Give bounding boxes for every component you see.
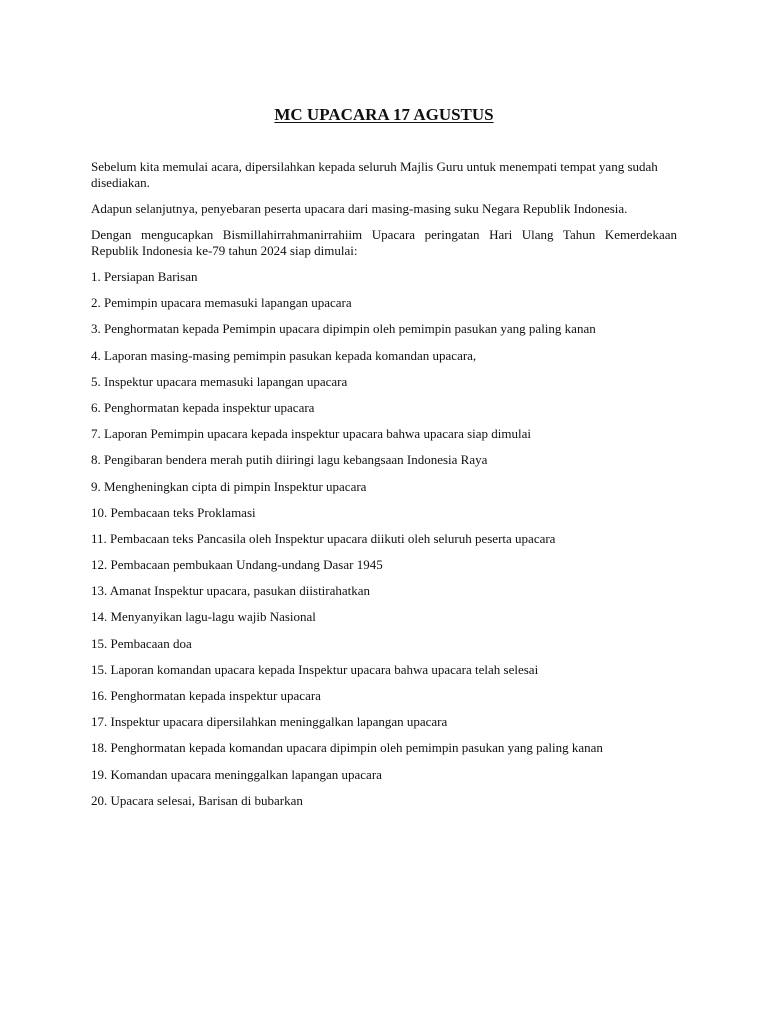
list-item: 12. Pembacaan pembukaan Undang-undang Dasar 1945 (91, 557, 383, 573)
list-item: 7. Laporan Pemimpin upacara kepada inspektur upacara bahwa upacara siap dimulai (91, 426, 532, 442)
list-item: 17. Inspektur upacara dipersilahkan meninggalkan lapangan upacara (91, 714, 448, 730)
list-item: 1. Persiapan Barisan (91, 269, 198, 284)
list-item: 13. Amanat Inspektur upacara, pasukan diistirahatkan (91, 583, 371, 599)
list-item: 3. Penghormatan kepada Pemimpin upacara dipimpin oleh pemimpin pasukan yang paling kanan (91, 321, 596, 337)
intro-paragraph-2: Adapun selanjutnya, penyebaran peserta upacara dari masing-masing suku Negara Republik Indonesia. (91, 201, 628, 216)
intro-section (91, 159, 677, 259)
list-item: 19. Komandan upacara meninggalkan lapangan upacara (91, 766, 382, 782)
list-item: 6. Penghormatan kepada inspektur upacara (91, 399, 315, 415)
list-item: 20. Upacara selesai, Barisan di bubarkan (91, 792, 303, 808)
list-item: 15. Laporan komandan upacara kepada Inspektur upacara bahwa upacara telah selesai (91, 661, 539, 677)
list-item: 15. Pembacaan doa (91, 635, 192, 651)
intro-paragraph-1: Sebelum kita memulai acara, dipersilahkan kepada seluruh Majlis Guru untuk menempati tempat yang sudah disediakan. (91, 159, 658, 190)
list-item: 2. Pemimpin upacara memasuki lapangan upacara (91, 295, 352, 311)
document-page (91, 0, 677, 819)
list-item: 4. Laporan masing-masing pemimpin pasukan kepada komandan upacara, (91, 347, 477, 363)
intro-paragraph-3: Dengan mengucapkan Bismillahirrahmanirrahiim Upacara peringatan Hari Ulang Tahun Kemerdekaan Republik Indonesia ke-79 tahun 2024 siap dimulai: (91, 227, 677, 258)
ceremony-agenda-list (91, 269, 677, 809)
list-item: 14. Menyanyikan lagu-lagu wajib Nasional (91, 609, 316, 625)
list-item: 9. Mengheningkan cipta di pimpin Inspektur upacara (91, 478, 367, 494)
list-item: 18. Penghormatan kepada komandan upacara dipimpin oleh pemimpin pasukan yang paling kanan (91, 740, 603, 756)
list-item: 16. Penghormatan kepada inspektur upacara (91, 688, 321, 703)
list-item: 10. Pembacaan teks Proklamasi (91, 504, 256, 520)
list-item: 11. Pembacaan teks Pancasila oleh Inspektur upacara diikuti oleh seluruh peserta upacara (91, 530, 556, 546)
list-item: 5. Inspektur upacara memasuki lapangan upacara (91, 373, 348, 389)
document-title: MC UPACARA 17 AGUSTUS (274, 105, 494, 124)
list-item: 8. Pengibaran bendera merah putih diiringi lagu kebangsaan Indonesia Raya (91, 452, 488, 468)
